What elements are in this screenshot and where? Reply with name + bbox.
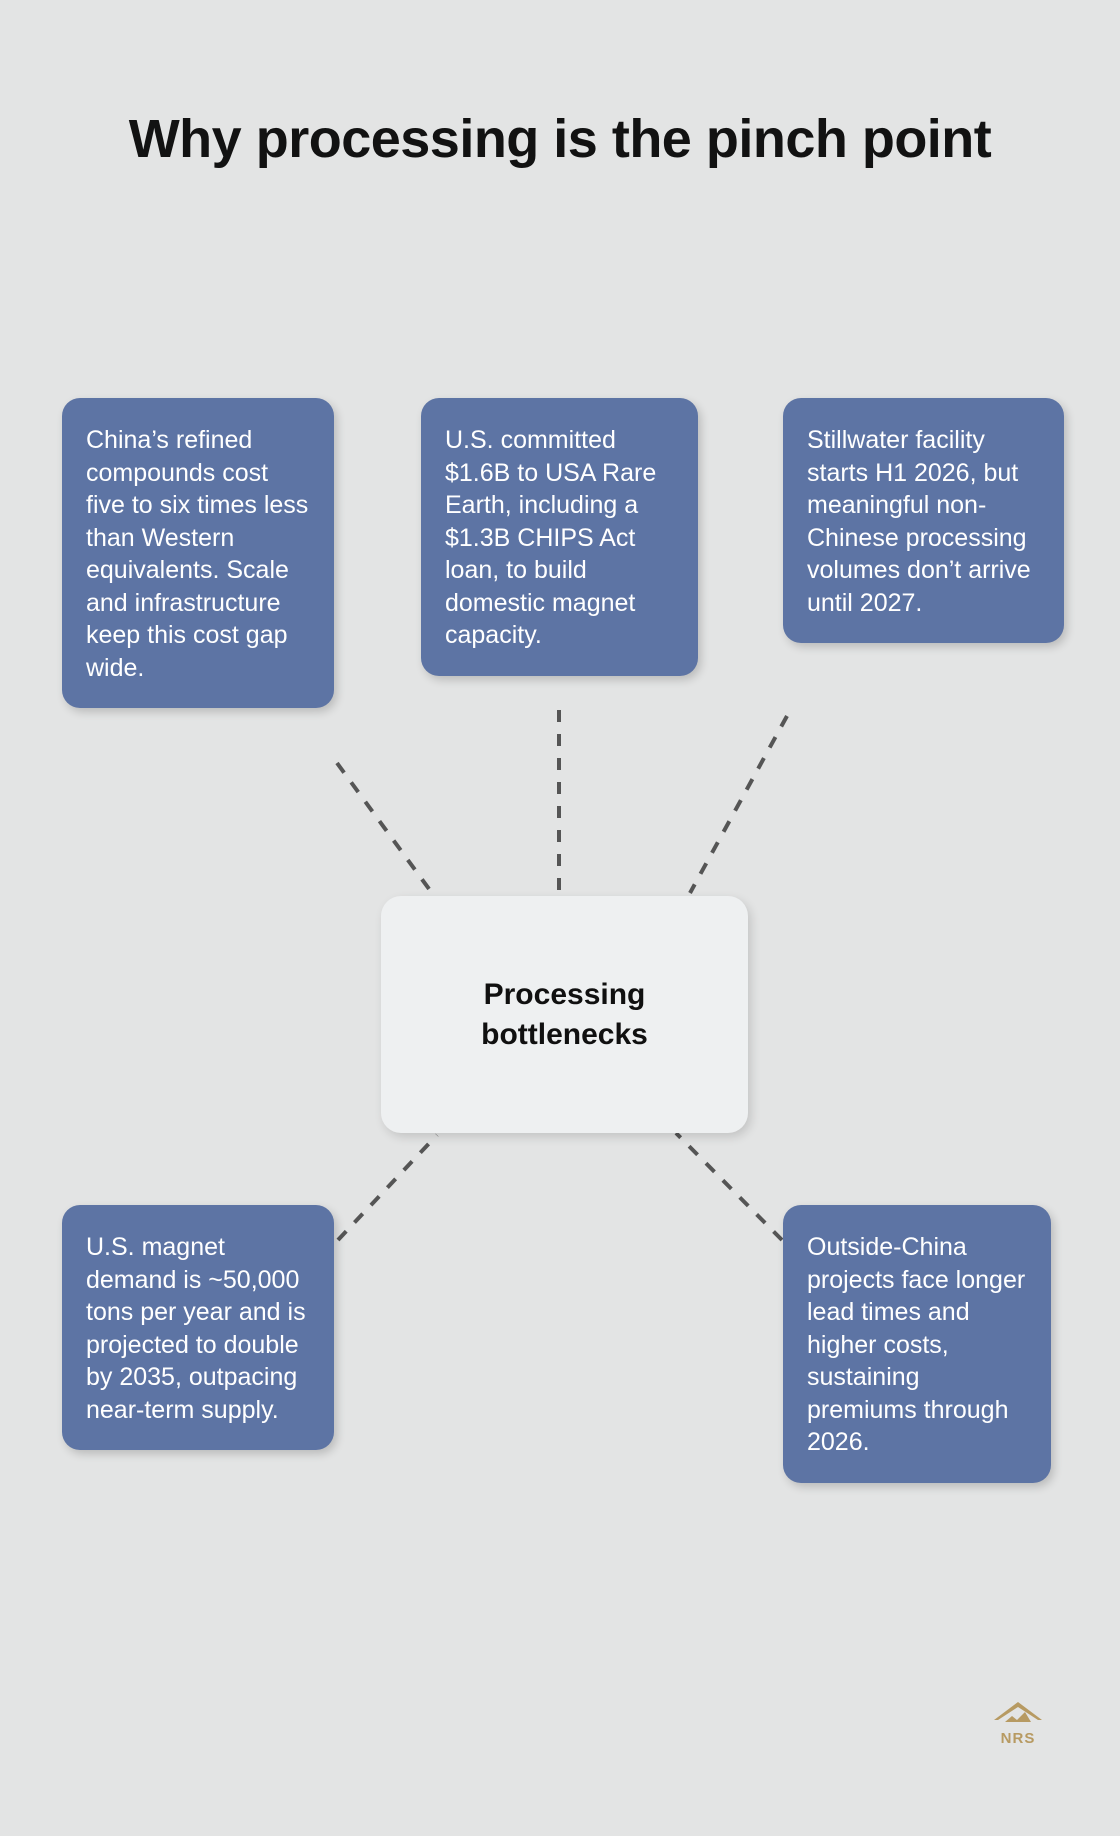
center-node-label: Processing bottlenecks	[481, 977, 648, 1051]
node-cost-gap-text: China’s refined compounds cost five to six times less than Western equivalents. Scale and infrastructure keep this cost gap wide.	[86, 426, 309, 682]
node-us-funding-text: U.S. committed $1.6B to USA Rare Earth, including a $1.3B CHIPS Act loan, to build domestic magnet capacity.	[445, 426, 657, 649]
node-us-funding	[421, 398, 698, 676]
logo	[985, 1700, 1051, 1747]
node-outside-china	[783, 1205, 1051, 1483]
node-magnet-demand-text: U.S. magnet demand is ~50,000 tons per year and is projected to double by 2035, outpacing near-term supply.	[86, 1233, 306, 1424]
node-magnet-demand	[62, 1205, 334, 1450]
node-stillwater-text: Stillwater facility starts H1 2026, but meaningful non-Chinese processing volumes don’t arrive until 2027.	[807, 426, 1031, 617]
mountain-roof-icon	[985, 1700, 1051, 1728]
center-node	[381, 896, 748, 1133]
page-title: Why processing is the pinch point	[128, 109, 992, 169]
node-stillwater	[783, 398, 1064, 643]
node-outside-china-text: Outside-China projects face longer lead times and higher costs, sustaining premiums through 2026.	[807, 1233, 1026, 1456]
node-cost-gap	[62, 398, 334, 708]
logo-text: NRS	[1000, 1730, 1036, 1747]
